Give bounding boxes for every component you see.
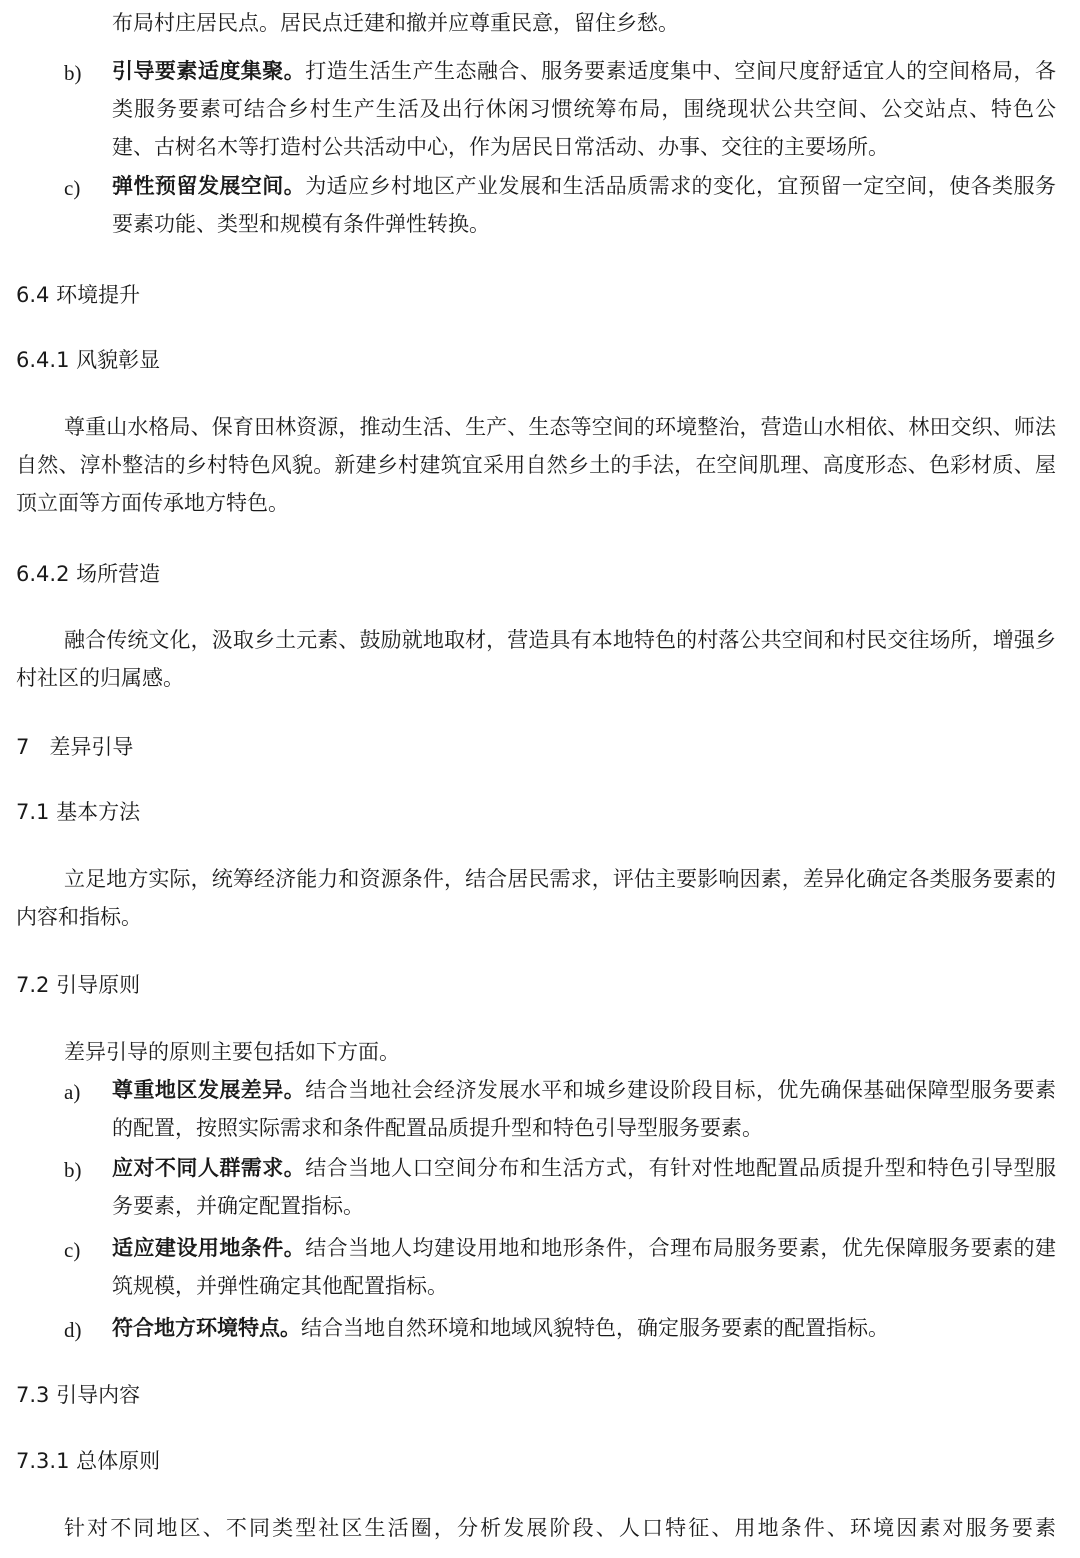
section-title: 风貌彰显 [76, 348, 161, 372]
section-number: 7.2 [16, 973, 50, 997]
list-item-lead: 符合地方环境特点。 [112, 1315, 301, 1340]
list-item-body: 打造生活生产生态融合、服务要素适度集中、空间尺度舒适宜人的空间格局，各类服务要素可结合乡村生产生活及出行休闲习惯统筹布局，围绕现状公共空间、公交站点、特色公建、古树名木等打造村公共活动中心，作为居民日常活动、办事、交往的主要场所。 [112, 59, 1056, 159]
section-heading-6-4 [16, 285, 140, 306]
section-number: 6.4.1 [16, 348, 70, 372]
list-item-text [112, 1309, 1056, 1347]
section-number: 7.3 [16, 1383, 50, 1407]
list-item-text [112, 167, 1056, 243]
list-item-body: 结合当地社会经济发展水平和城乡建设阶段目标，优先确保基础保障型服务要素的配置，按照实际需求和条件配置品质提升型和特色引导型服务要素。 [112, 1078, 1056, 1140]
list-item-lead: 适应建设用地条件。 [112, 1235, 306, 1260]
list-item-text [112, 52, 1056, 166]
section-number: 7.3.1 [16, 1449, 70, 1473]
section-title: 基本方法 [56, 800, 141, 824]
paragraph-7-1: 立足地方实际，统筹经济能力和资源条件，结合居民需求，评估主要影响因素，差异化确定各类服务要素的内容和指标。 [16, 867, 1056, 929]
paragraph-7-2-intro: 差异引导的原则主要包括如下方面。 [64, 1040, 400, 1064]
section-title: 引导内容 [56, 1383, 141, 1407]
section-heading-7-1 [16, 802, 140, 823]
section-heading-7-3-1 [16, 1451, 160, 1472]
list-item-body: 结合当地人口空间分布和生活方式，有针对性地配置品质提升型和特色引导型服务要素，并确定配置指标。 [112, 1156, 1056, 1218]
list-item-text [112, 1071, 1056, 1147]
section-title: 场所营造 [76, 562, 161, 586]
section-heading-7-2 [16, 975, 140, 996]
section-title: 总体原则 [76, 1449, 161, 1473]
section-heading-7 [16, 737, 133, 758]
list-item-text [112, 1149, 1056, 1225]
list-item-body: 为适应乡村地区产业发展和生活品质需求的变化，宜预留一定空间，使各类服务要素功能、类型和规模有条件弹性转换。 [112, 174, 1056, 236]
section-heading-7-3 [16, 1385, 140, 1406]
section-number: 7.1 [16, 800, 50, 824]
paragraph-7-3-1: 针对不同地区、不同类型社区生活圈，分析发展阶段、人口特征、用地条件、环境因素对服务要素 [64, 1516, 1056, 1540]
list-marker: c) [64, 176, 81, 200]
list-marker: b) [64, 61, 82, 85]
section-title: 环境提升 [56, 283, 141, 307]
section-number: 6.4 [16, 283, 50, 307]
list-item-body: 结合当地自然环境和地域风貌特色，确定服务要素的配置指标。 [301, 1316, 889, 1340]
list-item-lead: 引导要素适度集聚。 [112, 58, 306, 83]
continuation-text: 布局村庄居民点。居民点迁建和撤并应尊重民意，留住乡愁。 [112, 11, 679, 35]
section-heading-6-4-2 [16, 564, 160, 585]
section-title: 差异引导 [49, 735, 134, 759]
section-title: 引导原则 [56, 973, 141, 997]
list-item-body: 结合当地人均建设用地和地形条件，合理布局服务要素，优先保障服务要素的建筑规模，并弹性确定其他配置指标。 [112, 1236, 1056, 1298]
list-marker: d) [64, 1318, 82, 1342]
list-item-lead: 尊重地区发展差异。 [112, 1077, 306, 1102]
list-item-lead: 应对不同人群需求。 [112, 1155, 306, 1180]
section-number: 6.4.2 [16, 562, 70, 586]
list-item-text [112, 1229, 1056, 1305]
section-heading-6-4-1 [16, 350, 160, 371]
paragraph-6-4-1: 尊重山水格局、保育田林资源，推动生活、生产、生态等空间的环境整治，营造山水相依、林田交织、师法自然、淳朴整洁的乡村特色风貌。新建乡村建筑宜采用自然乡土的手法，在空间肌理、高度形态、色彩材质、屋顶立面等方面传承地方特色。 [16, 415, 1056, 515]
list-marker: b) [64, 1158, 82, 1182]
list-marker: a) [64, 1080, 81, 1104]
list-item-lead: 弹性预留发展空间。 [112, 173, 306, 198]
section-number: 7 [16, 735, 30, 759]
list-marker: c) [64, 1238, 81, 1262]
paragraph-6-4-2: 融合传统文化，汲取乡土元素、鼓励就地取材，营造具有本地特色的村落公共空间和村民交往场所，增强乡村社区的归属感。 [16, 628, 1056, 690]
